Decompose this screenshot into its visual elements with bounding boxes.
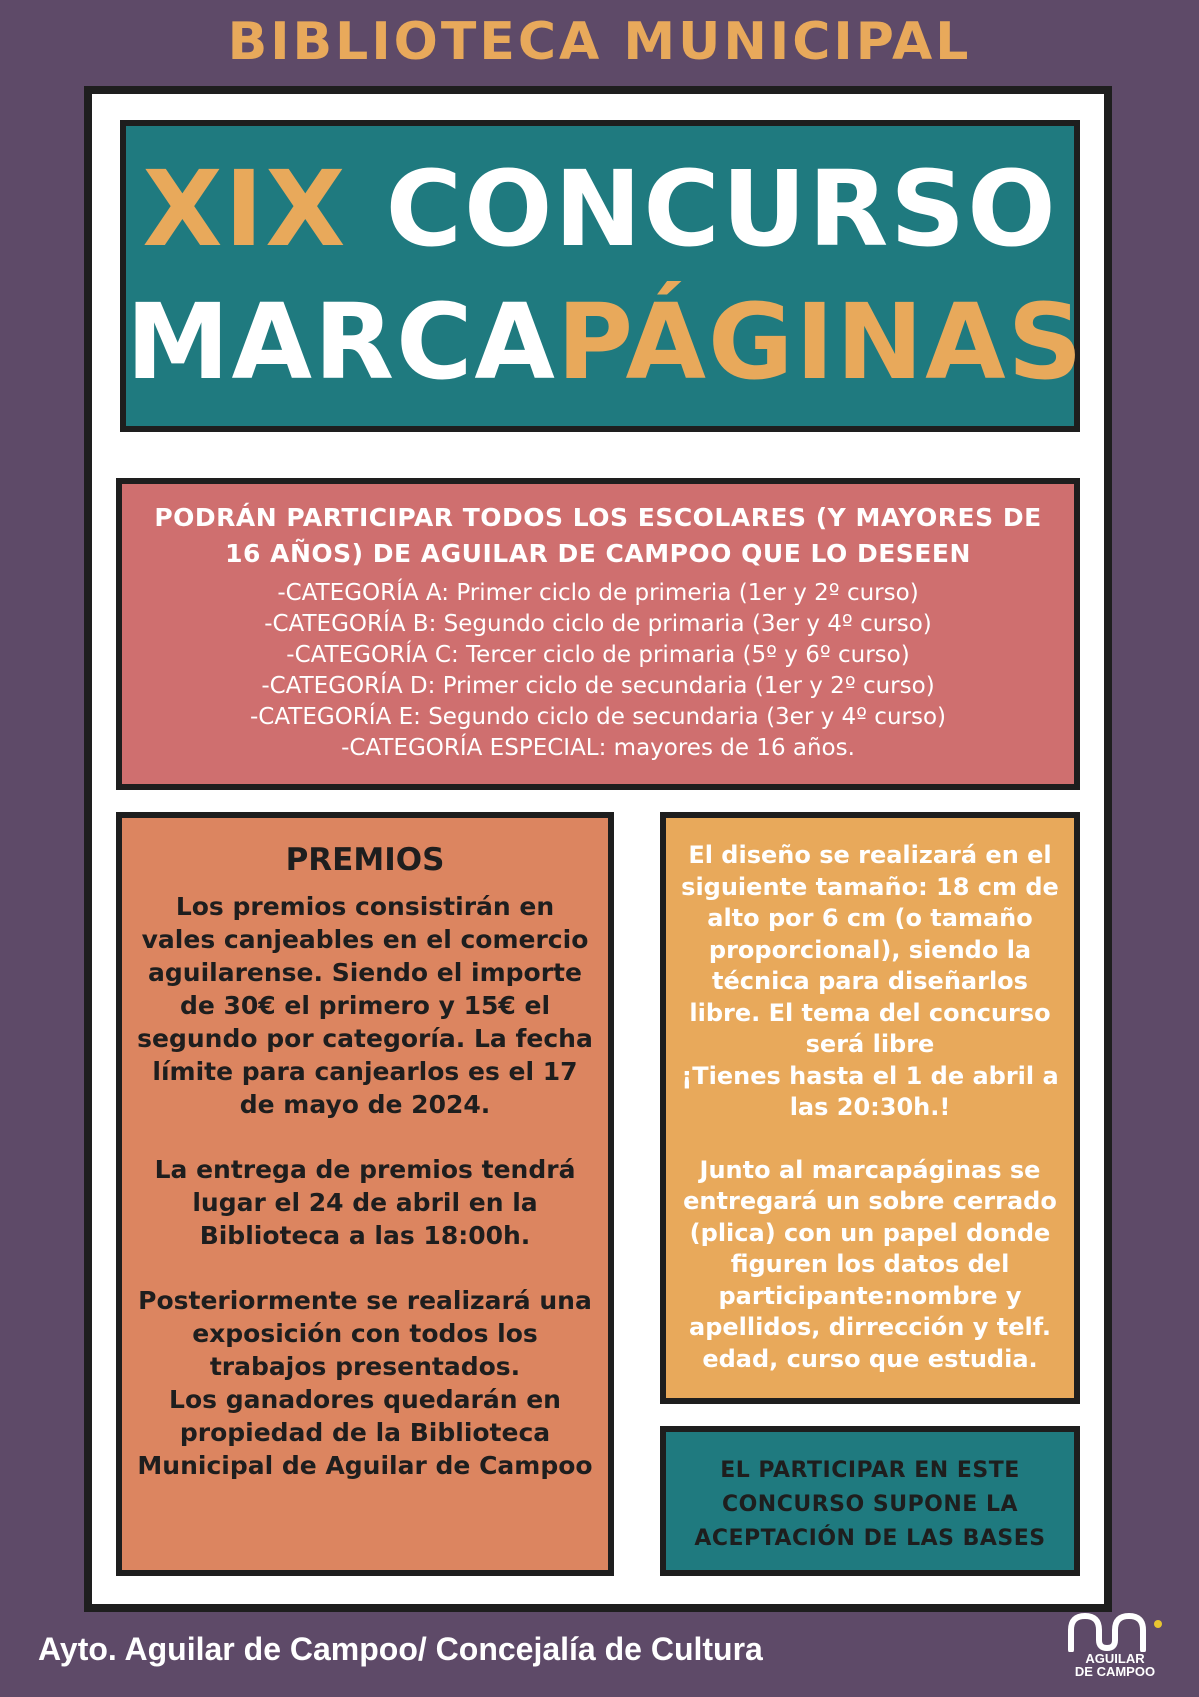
deadline-text: ¡Tienes hasta el 1 de abril a las 20:30h.! — [681, 1061, 1059, 1121]
title-paginas: PÁGINAS — [556, 281, 1085, 403]
design-rules-block — [660, 812, 1080, 1404]
category-item: -CATEGORÍA C: Tercer ciclo de primaria (5º y 6º curso) — [286, 642, 910, 668]
design-paragraph: El diseño se realizará en el siguiente tamaño: 18 cm de alto por 6 cm (o tamaño proporcional), siendo la técnica para diseñarlos libre. El tema del concurso será libre — [681, 841, 1059, 1058]
prizes-paragraph: Posteriormente se realizará una exposición con todos los trabajos presentados. — [138, 1286, 592, 1381]
logo-text-line-2: DE CAMPOO — [1074, 1664, 1156, 1679]
prizes-paragraph: Los ganadores quedarán en propiedad de la Biblioteca Municipal de Aguilar de Campoo — [137, 1385, 593, 1480]
category-item: -CATEGORÍA A: Primer ciclo de primeria (1er y 2º curso) — [277, 580, 919, 606]
bases-text: EL PARTICIPAR EN ESTE CONCURSO SUPONE LA ACEPTACIÓN DE LAS BASES — [694, 1458, 1046, 1551]
library-title: BIBLIOTECA MUNICIPAL — [227, 12, 972, 72]
edition-number: XIX — [142, 148, 348, 270]
footer-credit: Ayto. Aguilar de Campoo/ Concejalía de Cultura — [38, 1631, 763, 1667]
contest-title-line-1 — [126, 148, 1074, 270]
title-marca: MARCA — [126, 281, 557, 403]
categories-block — [116, 478, 1080, 790]
category-item: -CATEGORÍA ESPECIAL: mayores de 16 años. — [341, 735, 855, 761]
category-item: -CATEGORÍA E: Segundo ciclo de secundaria (3er y 4º curso) — [249, 704, 947, 730]
logo-text-line-1: AGUILAR — [1085, 1651, 1145, 1666]
prizes-paragraph: Los premios consistirán en vales canjeables en el comercio aguilarense. Siendo el importe de 30€ el primero y 15€ el segundo por categoría. La fecha límite para canjearlos es el 17 de mayo de 2024. — [137, 892, 593, 1119]
logo-mark-icon — [1065, 1612, 1165, 1652]
category-item: -CATEGORÍA D: Primer ciclo de secundaria (1er y 2º curso) — [261, 673, 935, 699]
prizes-heading: PREMIOS — [285, 842, 445, 878]
bases-notice-block — [660, 1426, 1080, 1576]
contest-title-block — [120, 120, 1085, 432]
category-item: -CATEGORÍA B: Segundo ciclo de primaria (3er y 4º curso) — [264, 611, 932, 637]
prizes-block — [116, 812, 614, 1576]
design-paragraph: Junto al marcapáginas se entregará un sobre cerrado (plica) con un papel donde figuren los datos del participante:nombre y apellidos, dirrección y telf. edad, curso que estudia. — [683, 1155, 1057, 1373]
contest-title-line-2 — [126, 281, 1085, 403]
contest-word: CONCURSO — [385, 148, 1058, 270]
town-logo — [1050, 1612, 1180, 1688]
participants-heading: PODRÁN PARTICIPAR TODOS LOS ESCOLARES (Y MAYORES DE 16 AÑOS) DE AGUILAR DE CAMPOO QUE LO DESEEN — [154, 503, 1042, 568]
prizes-paragraph: La entrega de premios tendrá lugar el 24 de abril en la Biblioteca a las 18:00h. — [154, 1155, 576, 1250]
